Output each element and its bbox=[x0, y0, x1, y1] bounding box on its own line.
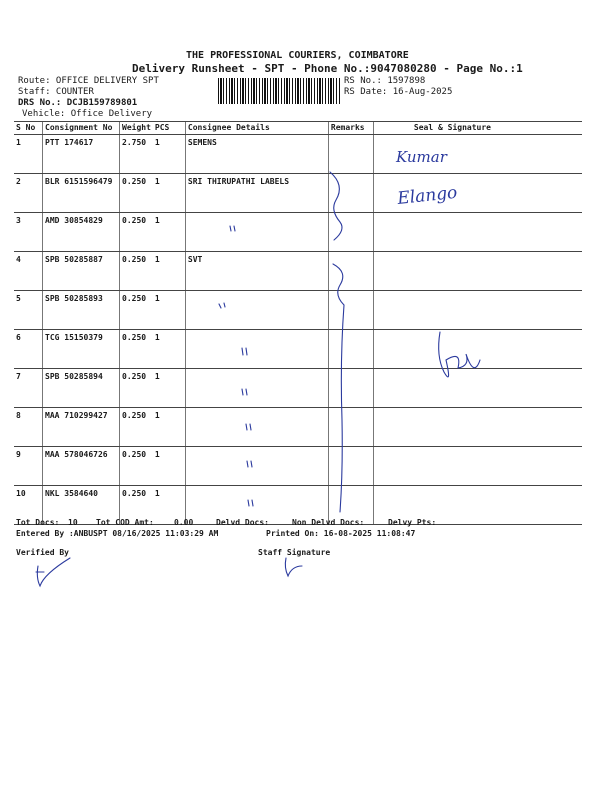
row-sno: 5 bbox=[14, 291, 43, 330]
tot-cod-value: 0.00 bbox=[174, 518, 194, 527]
row-consignment: PTT 174617 bbox=[43, 135, 120, 174]
route-label: Route: OFFICE DELIVERY SPT bbox=[18, 76, 159, 86]
tot-cod-label: Tot COD Amt: bbox=[96, 518, 154, 527]
row-consignment: BLR 6151596479 bbox=[43, 174, 120, 213]
delvd-docs-label: Delvd Docs: bbox=[216, 518, 269, 527]
tot-docs-label: Tot Docs: bbox=[16, 518, 60, 527]
runsheet-subtitle: Delivery Runsheet - SPT - Phone No.:9047080280 - Page No.:1 bbox=[132, 62, 523, 75]
row-pcs: 1 bbox=[153, 135, 186, 174]
row-consignment: MAA 578046726 bbox=[43, 447, 120, 486]
row-weight: 0.250 bbox=[120, 174, 153, 213]
row-sno: 8 bbox=[14, 408, 43, 447]
rs-date: RS Date: 16-Aug-2025 bbox=[344, 87, 453, 97]
handwritten-signature-2: Elango bbox=[396, 182, 459, 209]
row-consignment: AMD 30854829 bbox=[43, 213, 120, 252]
company-title: THE PROFESSIONAL COURIERS, COIMBATORE bbox=[186, 50, 409, 61]
row-weight: 2.750 bbox=[120, 135, 153, 174]
col-seal-signature: Seal & Signature bbox=[373, 122, 582, 135]
row-consignment: MAA 710299427 bbox=[43, 408, 120, 447]
staff-signature-label: Staff Signature bbox=[258, 548, 331, 557]
row-pcs: 1 bbox=[153, 408, 186, 447]
row-consignment: TCG 15150379 bbox=[43, 330, 120, 369]
row-consignee: SVT bbox=[185, 252, 328, 291]
row-consignment: SPB 50285887 bbox=[43, 252, 120, 291]
row-weight: 0.250 bbox=[120, 369, 153, 408]
printed-on: Printed On: 16-08-2025 11:08:47 bbox=[266, 529, 416, 538]
row-consignee: SRI THIRUPATHI LABELS bbox=[185, 174, 328, 213]
row-sno: 2 bbox=[14, 174, 43, 213]
row-sno: 10 bbox=[14, 486, 43, 525]
row-sno: 3 bbox=[14, 213, 43, 252]
row-pcs: 1 bbox=[153, 330, 186, 369]
row-sno: 4 bbox=[14, 252, 43, 291]
row-pcs: 1 bbox=[153, 291, 186, 330]
rs-number: RS No.: 1597898 bbox=[344, 76, 426, 86]
row-weight: 0.250 bbox=[120, 408, 153, 447]
col-weight: Weight bbox=[120, 122, 153, 135]
row-pcs: 1 bbox=[153, 252, 186, 291]
delvy-pts-label: Delvy Pts: bbox=[388, 518, 437, 527]
staff-label: Staff: COUNTER bbox=[18, 87, 94, 97]
drs-number: DRS No.: DCJB159789801 bbox=[18, 98, 138, 108]
vehicle-label: Vehicle: Office Delivery bbox=[22, 109, 153, 119]
row-weight: 0.250 bbox=[120, 486, 153, 525]
col-consignee: Consignee Details bbox=[185, 122, 328, 135]
row-weight: 0.250 bbox=[120, 291, 153, 330]
non-delvd-docs-label: Non Delvd Docs: bbox=[292, 518, 365, 527]
row-sno: 1 bbox=[14, 135, 43, 174]
row-weight: 0.250 bbox=[120, 252, 153, 291]
tot-docs-value: 10 bbox=[68, 518, 78, 527]
row-pcs: 1 bbox=[153, 369, 186, 408]
row-consignment: SPB 50285893 bbox=[43, 291, 120, 330]
row-consignment: SPB 50285894 bbox=[43, 369, 120, 408]
row-pcs: 1 bbox=[153, 447, 186, 486]
entered-by: Entered By :ANBUSPT 08/16/2025 11:03:29 AM bbox=[16, 529, 219, 538]
row-weight: 0.250 bbox=[120, 447, 153, 486]
col-remarks: Remarks bbox=[328, 122, 373, 135]
handwritten-signature-1: Kumar bbox=[396, 148, 447, 166]
row-sno: 6 bbox=[14, 330, 43, 369]
row-pcs: 1 bbox=[153, 486, 186, 525]
col-pcs: PCS bbox=[153, 122, 186, 135]
row-sno: 7 bbox=[14, 369, 43, 408]
row-consignee: SEMENS bbox=[185, 135, 328, 174]
verified-by-label: Verified By bbox=[16, 548, 69, 557]
row-weight: 0.250 bbox=[120, 213, 153, 252]
col-sno: S No bbox=[14, 122, 43, 135]
col-consignment: Consignment No bbox=[43, 122, 120, 135]
row-weight: 0.250 bbox=[120, 330, 153, 369]
row-pcs: 1 bbox=[153, 174, 186, 213]
row-consignment: NKL 3584640 bbox=[43, 486, 120, 525]
row-sno: 9 bbox=[14, 447, 43, 486]
row-pcs: 1 bbox=[153, 213, 186, 252]
